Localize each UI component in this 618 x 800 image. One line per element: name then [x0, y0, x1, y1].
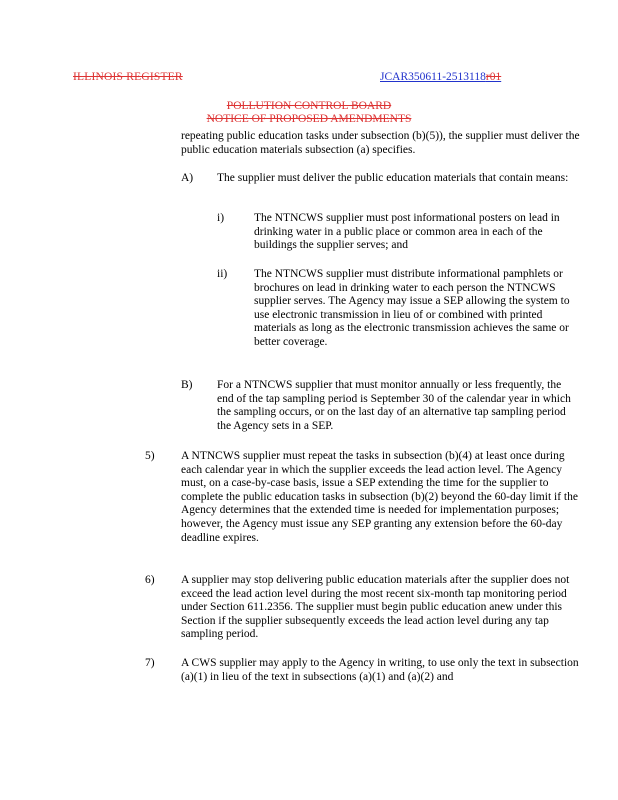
- item-6-label: 6): [145, 574, 155, 586]
- item-5-label: 5): [145, 450, 155, 462]
- item-5-text: A NTNCWS supplier must repeat the tasks in subsection (b)(4) at least once during each calendar year in which the supplier exceeds the lead action level. The Agency must, on a case-by-case basis, issue a SEP extending the time for the supplier to complete the public education tasks in subsection (b)(2) beyond the 60-day limit if the Agency determines that the extended time is needed for implementation purposes; however, the Agency must issue any SEP granting any extension before the 60-day deadline expires.: [181, 450, 578, 544]
- item-A-text: The supplier must deliver the public education materials that contain means:: [217, 172, 569, 184]
- item-6-text: A supplier may stop delivering public education materials after the supplier does not exceed the lead action level during the most recent six-month tap monitoring period under Section 611.2356. The supplier must begin public education anew under this Section if the supplier subsequently exceeds the lead action level during any tap sampling period.: [181, 574, 570, 641]
- header-jcar-main: JCAR350611-2513118: [380, 71, 486, 83]
- header-agency: ILLINOIS REGISTER: [73, 71, 183, 83]
- intro-paragraph: repeating public education tasks under subsection (b)(5)), the supplier must deliver the public education materials subsection (a) specifies.: [181, 130, 580, 156]
- item-i-label: i): [217, 212, 225, 224]
- item-B-label: B): [181, 379, 193, 391]
- header-notice-title: NOTICE OF PROPOSED AMENDMENTS: [206, 113, 412, 125]
- item-B-text: For a NTNCWS supplier that must monitor annually or less frequently, the end of the tap sampling period is September 30 of the calendar year in which the sampling occurs, or on the last day of an alternative tap sampling period the Agency sets in a SEP.: [217, 379, 571, 432]
- header-jcar-code: [380, 71, 501, 83]
- item-i-text: The NTNCWS supplier must post informational posters on lead in drinking water in a public place or common area in each of the buildings the supplier serves; and: [254, 212, 560, 252]
- header-jcar-struck: r01: [485, 71, 502, 83]
- item-ii-text: The NTNCWS supplier must distribute informational pamphlets or brochures on lead in drinking water to each person the NTNCWS supplier serves. The Agency may issue a SEP allowing the system to use electronic transmission in lieu of or combined with printed materials as long as the electronic transmission achieves the same or better coverage.: [254, 268, 570, 348]
- item-7-label: 7): [145, 657, 155, 669]
- item-ii-label: ii): [217, 268, 228, 280]
- item-7-text: A CWS supplier may apply to the Agency in writing, to use only the text in subsection (a)(1) in lieu of the text in subsections (a)(1) and (a)(2) and: [181, 657, 579, 683]
- item-A-label: A): [181, 172, 194, 184]
- header-board-title: POLLUTION CONTROL BOARD: [226, 100, 392, 112]
